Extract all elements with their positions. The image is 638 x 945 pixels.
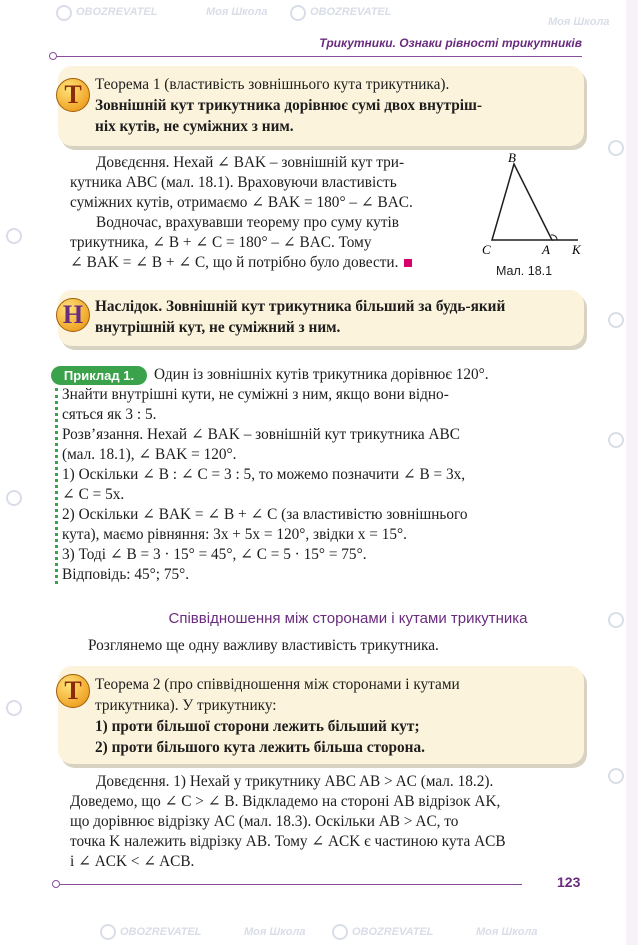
page-number: 123 [557, 874, 581, 890]
example-1-line: Один із зовнішніх кутів трикутника дорівнює 120°. [154, 366, 489, 383]
footer-rule-dot [52, 880, 60, 888]
example-1-badge: Приклад 1. [51, 366, 147, 385]
proof-1-line: ∠ BAK = ∠ B + ∠ C, що й потрібно було довести. [70, 254, 399, 271]
theorem-1-line: Зовнішній кут трикутника дорівнює сумі двох внутріш- [95, 97, 483, 114]
watermark-icon [6, 490, 22, 506]
example-1-line: Знайти внутрішні кути, не суміжні з ним, якщо вони відно- [62, 386, 449, 403]
theorem-2-line: Теорема 2 (про співвідношення між сторонами і кутами [95, 676, 460, 693]
corollary-line: Наслідок. Зовнішній кут трикутника більший за будь-який [95, 298, 506, 315]
running-head: Трикутники. Ознаки рівності трикутників [319, 36, 582, 50]
theorem-2-line: 1) проти більшої сторони лежить більший кут; [95, 718, 420, 735]
watermark-icon [608, 432, 624, 448]
theorem-2-line: 2) проти більшого кута лежить більша сторона. [95, 739, 425, 756]
proof-1-line: Довєдєння. Нехай ∠ BAK – зовнішній кут три- [96, 154, 405, 171]
figure-18-1 [478, 150, 588, 280]
corollary-badge: Н [56, 298, 90, 332]
watermark-text: Моя Школа [244, 926, 306, 938]
watermark-icon [608, 140, 624, 156]
proof-1-last-line [70, 253, 470, 273]
example-1-line: 1) Оскільки ∠ B : ∠ C = 3 : 5, то можемо позначити ∠ B = 3x, [62, 466, 466, 483]
end-of-proof-icon [404, 259, 412, 267]
example-1-line: 2) Оскільки ∠ BAK = ∠ B + ∠ C (за властивістю зовнішнього [62, 506, 468, 523]
theorem-2-line: трикутника). У трикутнику: [95, 697, 277, 714]
proof-2-line: точка K належить відрізку AB. Тому ∠ ACK є частиною кута ACB [70, 833, 506, 850]
triangle-abc [492, 164, 552, 240]
theorem-1-badge: Т [56, 78, 90, 112]
example-1-line: Розв’язання. Нехай ∠ BAK – зовнішній кут трикутника ABC [62, 426, 460, 443]
proof-2-line: що дорівнює відрізку AC (мал. 18.3). Оскільки AB > AC, то [70, 813, 459, 830]
example-1-dotted-rule [55, 388, 58, 584]
proof-2-line: Доведемо, що ∠ C > ∠ B. Відкладемо на стороні AB відрізок AK, [70, 793, 501, 810]
watermark-text: Моя Школа [206, 6, 268, 18]
watermark-text: OBOZREVATEL [352, 926, 434, 938]
theorem-1-line: Теорема 1 (властивість зовнішнього кута трикутника). [95, 76, 450, 93]
figure-caption: Мал. 18.1 [496, 264, 553, 278]
example-1-line: 3) Тоді ∠ B = 3 · 15° = 45°, ∠ C = 5 · 15° = 75°. [62, 546, 367, 563]
section-title: Співвідношення між сторонами і кутами трикутника [168, 610, 528, 627]
proof-1-line: Водночас, врахувавши теорему про суму кутів [96, 214, 399, 231]
watermark-icon [100, 924, 116, 940]
figure-label-k: K [572, 242, 581, 257]
watermark-icon [608, 768, 624, 784]
proof-1-line: кутника ABC (мал. 18.1). Враховуючи властивість [70, 174, 397, 191]
proof-1-line: суміжних кутів, отримаємо ∠ BAK = 180° – ∠ BAC. [70, 194, 413, 211]
example-1-line: (мал. 18.1), ∠ BAK = 120°. [62, 446, 237, 463]
corollary-line: внутрішній кут, не суміжний з ним. [95, 319, 341, 336]
header-rule-dot [49, 52, 57, 60]
proof-2-line: Довєдєння. 1) Нехай у трикутнику ABC AB > AC (мал. 18.2). [96, 773, 494, 790]
proof-2 [70, 772, 582, 872]
watermark-icon [332, 924, 348, 940]
figure-label-a: A [542, 242, 550, 257]
watermark-icon [56, 5, 72, 21]
watermark-text: Моя Школа [476, 926, 538, 938]
intro-line: Розглянемо ще одну важливу властивість трикутника. [88, 637, 439, 654]
theorem-1-line: ніх кутів, не суміжних з ним. [95, 118, 294, 135]
figure-label-c: C [482, 242, 491, 257]
header-rule [52, 56, 582, 57]
watermark-icon [6, 700, 22, 716]
theorem-1-text [95, 74, 585, 137]
watermark-icon [290, 5, 306, 21]
example-1 [62, 365, 582, 585]
watermark-text: OBOZREVATEL [120, 926, 202, 938]
theorem-2-text [95, 674, 585, 758]
watermark-text: Моя Школа [548, 16, 610, 28]
figure-label-b: B [508, 150, 516, 165]
footer-rule [60, 884, 522, 885]
proof-2-line: і ∠ ACK < ∠ ACB. [70, 853, 195, 870]
example-1-line: кута), маємо рівняння: 3x + 5x = 120°, звідки x = 15°. [62, 526, 407, 543]
watermark-icon [608, 312, 624, 328]
example-1-line: сяться як 3 : 5. [62, 406, 157, 423]
watermark-text: OBOZREVATEL [76, 6, 158, 18]
corollary-text [95, 296, 585, 338]
example-1-line: ∠ C = 5x. [62, 486, 125, 503]
example-1-answer: Відповідь: 45°; 75°. [62, 566, 190, 583]
theorem-2-badge: Т [56, 674, 90, 708]
intro-paragraph [62, 636, 582, 656]
proof-1-line: трикутника, ∠ B + ∠ C = 180° – ∠ BAC. Тому [70, 234, 372, 251]
watermark-icon [608, 612, 624, 628]
watermark-text: OBOZREVATEL [310, 6, 392, 18]
proof-1 [70, 153, 470, 273]
watermark-icon [6, 228, 22, 244]
page-edge [626, 0, 638, 945]
